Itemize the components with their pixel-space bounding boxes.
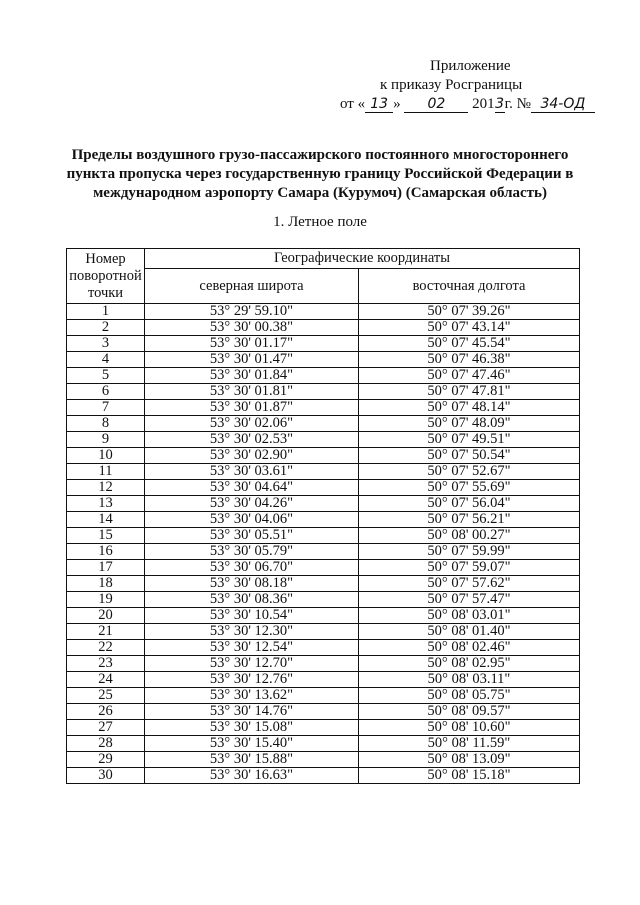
latitude-cell: 53° 30' 04.06" (145, 512, 359, 528)
latitude-cell: 53° 30' 00.38" (145, 320, 359, 336)
year-tail: г. № (504, 96, 531, 112)
longitude-cell: 50° 07' 43.14" (359, 320, 580, 336)
longitude-cell: 50° 07' 50.54" (359, 448, 580, 464)
table-row (67, 544, 580, 560)
table-row (67, 432, 580, 448)
point-number-cell: 14 (67, 512, 145, 528)
longitude-cell: 50° 07' 48.09" (359, 416, 580, 432)
order-date-line (340, 95, 590, 114)
longitude-cell: 50° 08' 09.57" (359, 704, 580, 720)
longitude-cell: 50° 08' 13.09" (359, 752, 580, 768)
latitude-cell: 53° 30' 15.88" (145, 752, 359, 768)
point-number-cell: 30 (67, 768, 145, 784)
table-row (67, 512, 580, 528)
table-row (67, 368, 580, 384)
table-row (67, 464, 580, 480)
latitude-cell: 53° 30' 16.63" (145, 768, 359, 784)
table-row (67, 688, 580, 704)
longitude-cell: 50° 07' 55.69" (359, 480, 580, 496)
latitude-cell: 53° 30' 08.18" (145, 576, 359, 592)
latitude-cell: 53° 30' 15.40" (145, 736, 359, 752)
table-row (67, 416, 580, 432)
longitude-cell: 50° 08' 10.60" (359, 720, 580, 736)
point-number-cell: 7 (67, 400, 145, 416)
header-latitude: северная широта (145, 269, 359, 304)
longitude-cell: 50° 07' 46.38" (359, 352, 580, 368)
point-number-cell: 10 (67, 448, 145, 464)
latitude-cell: 53° 30' 12.70" (145, 656, 359, 672)
point-number-cell: 2 (67, 320, 145, 336)
longitude-cell: 50° 07' 45.54" (359, 336, 580, 352)
longitude-cell: 50° 07' 48.14" (359, 400, 580, 416)
point-number-cell: 12 (67, 480, 145, 496)
table-row (67, 656, 580, 672)
point-number-cell: 8 (67, 416, 145, 432)
table-row (67, 752, 580, 768)
table-row (67, 768, 580, 784)
handwritten-month: 02 (404, 96, 468, 113)
latitude-cell: 53° 30' 01.17" (145, 336, 359, 352)
point-number-cell: 9 (67, 432, 145, 448)
longitude-cell: 50° 07' 39.26" (359, 304, 580, 320)
table-row (67, 576, 580, 592)
table-row (67, 624, 580, 640)
date-prefix: от « (340, 96, 366, 112)
point-number-cell: 24 (67, 672, 145, 688)
latitude-cell: 53° 29' 59.10" (145, 304, 359, 320)
table-row (67, 320, 580, 336)
point-number-cell: 1 (67, 304, 145, 320)
table-row (67, 352, 580, 368)
table-row (67, 304, 580, 320)
table-row (67, 640, 580, 656)
handwritten-order-number: 34-ОД (531, 96, 595, 113)
point-number-cell: 15 (67, 528, 145, 544)
handwritten-year-digit: 3 (495, 96, 505, 112)
longitude-cell: 50° 08' 11.59" (359, 736, 580, 752)
table-row (67, 448, 580, 464)
longitude-cell: 50° 07' 56.21" (359, 512, 580, 528)
header-geographic-coordinates: Географические координаты (145, 249, 580, 269)
latitude-cell: 53° 30' 15.08" (145, 720, 359, 736)
appendix-label: Приложение (430, 58, 511, 74)
table-row (67, 560, 580, 576)
longitude-cell: 50° 08' 01.40" (359, 624, 580, 640)
point-number-cell: 29 (67, 752, 145, 768)
header-point-number: Номер поворотной точки (67, 249, 145, 304)
point-number-cell: 19 (67, 592, 145, 608)
table-row (67, 736, 580, 752)
longitude-cell: 50° 07' 59.07" (359, 560, 580, 576)
document-title: Пределы воздушного грузо-пассажирского постоянного многостороннего пункта пропуска через государственную границу Российской Федерации в международном аэропорту Самара (Курумоч) (Самарская область) (66, 147, 574, 201)
latitude-cell: 53° 30' 06.70" (145, 560, 359, 576)
point-number-cell: 16 (67, 544, 145, 560)
table-row (67, 496, 580, 512)
latitude-cell: 53° 30' 12.30" (145, 624, 359, 640)
latitude-cell: 53° 30' 05.51" (145, 528, 359, 544)
latitude-cell: 53° 30' 01.84" (145, 368, 359, 384)
latitude-cell: 53° 30' 14.76" (145, 704, 359, 720)
table-row (67, 592, 580, 608)
handwritten-day: 13 (365, 96, 393, 113)
table-row (67, 384, 580, 400)
longitude-cell: 50° 07' 57.62" (359, 576, 580, 592)
point-number-cell: 23 (67, 656, 145, 672)
point-number-cell: 6 (67, 384, 145, 400)
point-number-cell: 18 (67, 576, 145, 592)
latitude-cell: 53° 30' 04.26" (145, 496, 359, 512)
latitude-cell: 53° 30' 04.64" (145, 480, 359, 496)
point-number-cell: 22 (67, 640, 145, 656)
longitude-cell: 50° 08' 02.95" (359, 656, 580, 672)
table-row (67, 400, 580, 416)
latitude-cell: 53° 30' 01.81" (145, 384, 359, 400)
longitude-cell: 50° 08' 15.18" (359, 768, 580, 784)
latitude-cell: 53° 30' 02.90" (145, 448, 359, 464)
latitude-cell: 53° 30' 01.87" (145, 400, 359, 416)
latitude-cell: 53° 30' 12.54" (145, 640, 359, 656)
table-row (67, 672, 580, 688)
order-reference: к приказу Росграницы (380, 77, 523, 93)
longitude-cell: 50° 07' 49.51" (359, 432, 580, 448)
latitude-cell: 53° 30' 13.62" (145, 688, 359, 704)
latitude-cell: 53° 30' 03.61" (145, 464, 359, 480)
latitude-cell: 53° 30' 08.36" (145, 592, 359, 608)
point-number-cell: 13 (67, 496, 145, 512)
point-number-cell: 17 (67, 560, 145, 576)
longitude-cell: 50° 08' 05.75" (359, 688, 580, 704)
point-number-cell: 20 (67, 608, 145, 624)
longitude-cell: 50° 08' 03.01" (359, 608, 580, 624)
appendix-header (340, 57, 590, 114)
year-prefix: 201 (472, 96, 495, 112)
table-row (67, 704, 580, 720)
point-number-cell: 28 (67, 736, 145, 752)
latitude-cell: 53° 30' 01.47" (145, 352, 359, 368)
longitude-cell: 50° 07' 47.46" (359, 368, 580, 384)
table-row (67, 528, 580, 544)
longitude-cell: 50° 07' 47.81" (359, 384, 580, 400)
table-row (67, 720, 580, 736)
point-number-cell: 25 (67, 688, 145, 704)
table-row (67, 608, 580, 624)
longitude-cell: 50° 07' 59.99" (359, 544, 580, 560)
longitude-cell: 50° 07' 57.47" (359, 592, 580, 608)
longitude-cell: 50° 07' 56.04" (359, 496, 580, 512)
latitude-cell: 53° 30' 02.06" (145, 416, 359, 432)
point-number-cell: 27 (67, 720, 145, 736)
longitude-cell: 50° 07' 52.67" (359, 464, 580, 480)
point-number-cell: 5 (67, 368, 145, 384)
point-number-cell: 4 (67, 352, 145, 368)
table-row (67, 336, 580, 352)
section-title: 1. Летное поле (273, 214, 367, 230)
latitude-cell: 53° 30' 02.53" (145, 432, 359, 448)
latitude-cell: 53° 30' 12.76" (145, 672, 359, 688)
header-longitude: восточная долгота (359, 269, 580, 304)
date-mid: » (393, 96, 401, 112)
point-number-cell: 26 (67, 704, 145, 720)
point-number-cell: 11 (67, 464, 145, 480)
point-number-cell: 3 (67, 336, 145, 352)
table-row (67, 480, 580, 496)
point-number-cell: 21 (67, 624, 145, 640)
longitude-cell: 50° 08' 02.46" (359, 640, 580, 656)
longitude-cell: 50° 08' 03.11" (359, 672, 580, 688)
coordinates-table (66, 248, 580, 784)
latitude-cell: 53° 30' 10.54" (145, 608, 359, 624)
longitude-cell: 50° 08' 00.27" (359, 528, 580, 544)
latitude-cell: 53° 30' 05.79" (145, 544, 359, 560)
